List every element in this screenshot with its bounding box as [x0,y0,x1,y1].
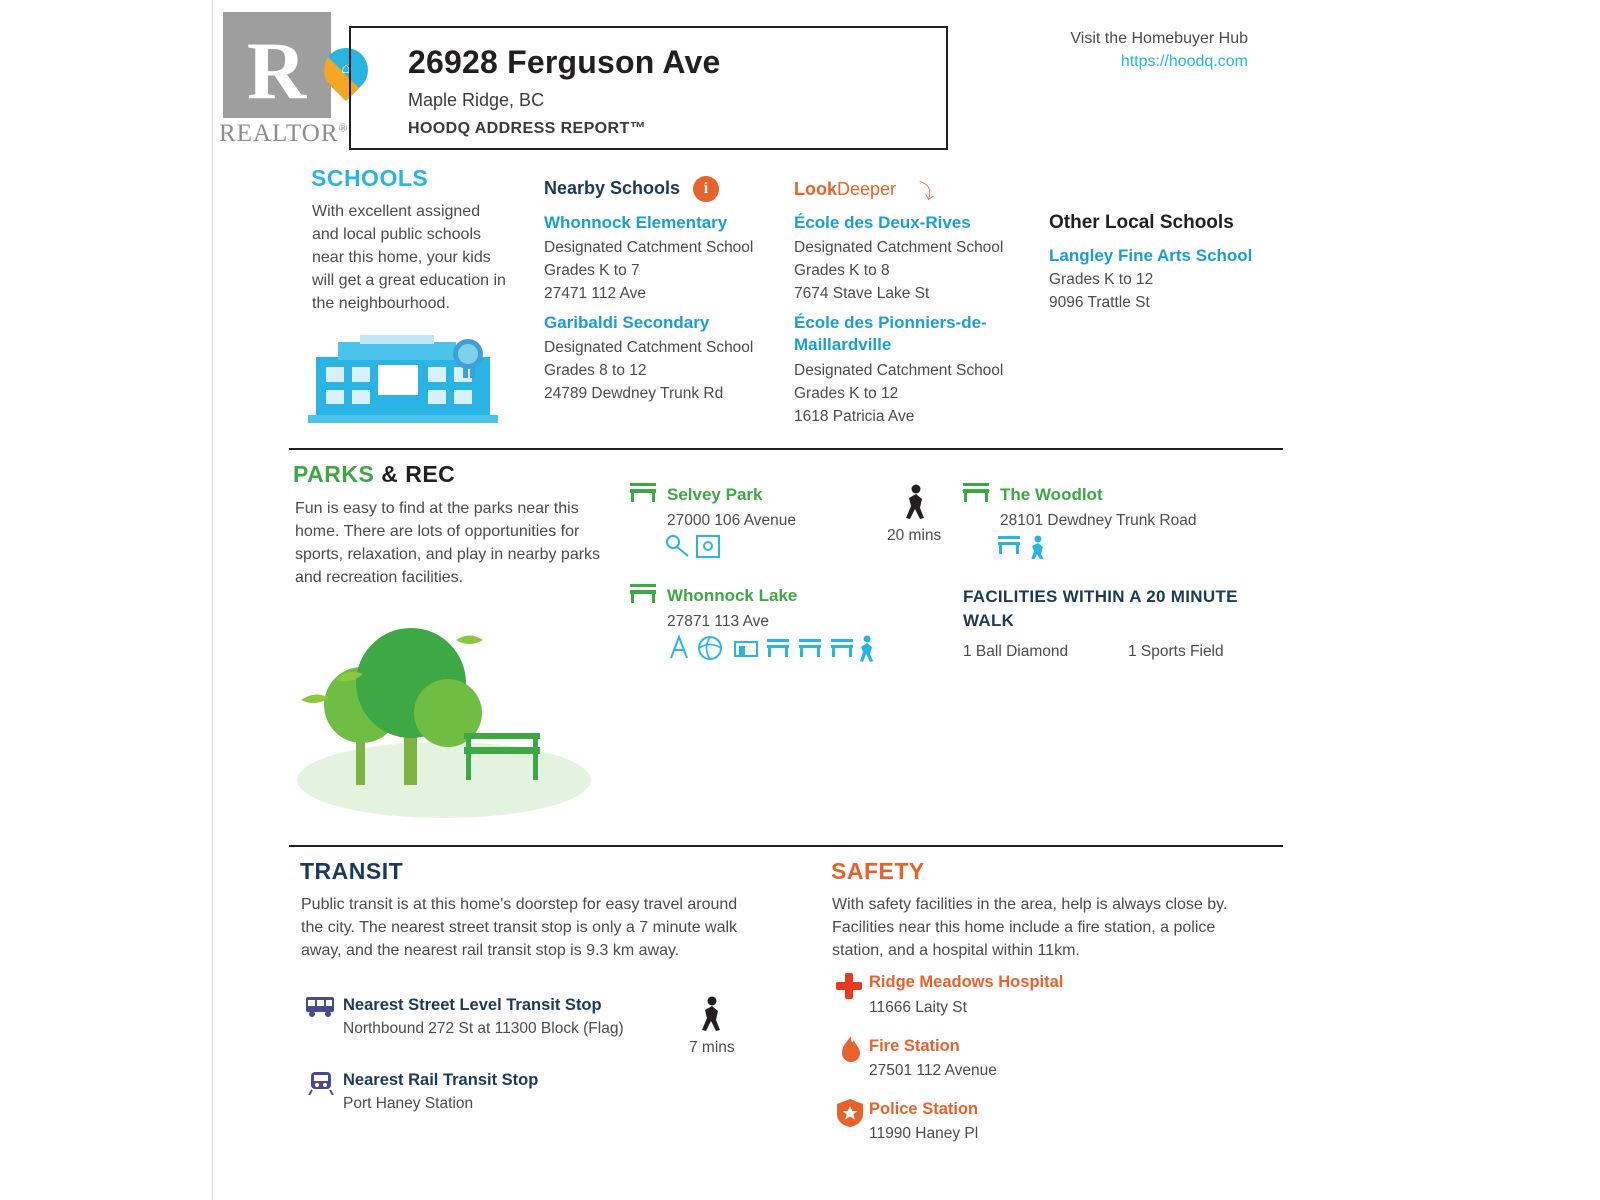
transit-stop-value: Northbound 272 St at 11300 Block (Flag) [343,1020,624,1037]
transit-walk-time: 7 mins [689,1039,735,1056]
map-pin-icon: ⌂ [324,48,368,110]
transit-section-title: TRANSIT [300,858,404,884]
transit-description: Public transit is at this home's doorstep for easy travel around the city. The nearest street transit stop is only a 7 minute walk away, and the nearest rail transit stop is 9.3 km away. [301,896,738,959]
transit-stop-label: Nearest Street Level Transit Stop [343,996,602,1014]
school-address: 24789 Dewdney Trunk Rd [544,385,724,402]
park-name[interactable]: The Woodlot [1000,485,1103,504]
walking-person-icon [901,484,931,522]
school-grades: Grades K to 12 [1049,271,1154,288]
report-type-label: HOODQ ADDRESS REPORT™ [408,120,647,137]
schools-description: With excellent assigned and local public schools near this home, your kids will get a great education in the neighbourhood. [312,203,506,312]
park-address: 28101 Dewdney Trunk Road [1000,512,1197,529]
walking-person-icon [697,996,727,1034]
bench-icon [963,483,989,503]
school-grades: Grades K to 7 [544,262,640,279]
homebuyer-hub-link[interactable]: https://hoodq.com [1120,53,1248,70]
facilities-heading: FACILITIES WITHIN A 20 MINUTE WALK [963,587,1238,630]
park-illustration [296,605,596,820]
safety-facility-name[interactable]: Ridge Meadows Hospital [869,973,1064,991]
school-address: 9096 Trattle St [1049,294,1150,311]
park-address: 27000 106 Avenue [667,512,797,529]
other-local-schools-heading: Other Local Schools [1049,212,1234,233]
safety-facility-address: 11990 Haney Pl [869,1125,979,1142]
park-name[interactable]: Selvey Park [667,485,763,504]
police-badge-icon [837,1099,863,1127]
bench-icon [630,584,656,604]
parks-walk-time: 20 mins [887,527,942,544]
address-city: Maple Ridge, BC [408,90,545,110]
school-designation: Designated Catchment School [544,239,754,256]
parks-section-title: PARKS & REC [293,461,456,487]
page-left-margin [0,0,213,1200]
school-name[interactable]: Garibaldi Secondary [544,313,710,332]
safety-facility-name[interactable]: Fire Station [869,1037,960,1055]
section-divider [289,448,1283,450]
safety-description: With safety facilities in the area, help is always close by. Facilities near this home include a fire station, a police station, and a hospital within 11km. [832,896,1228,959]
school-address: 7674 Stave Lake St [794,285,930,302]
school-grades: Grades K to 12 [794,385,899,402]
park-amenity-icons [998,535,1056,559]
facility-item: 1 Sports Field [1128,643,1224,660]
safety-section-title: SAFETY [831,858,925,884]
school-address: 27471 112 Ave [544,285,646,302]
school-building-icon [308,332,498,422]
school-grades: Grades K to 8 [794,262,890,279]
school-designation: Designated Catchment School [794,362,1004,379]
page-title: 26928 Ferguson Ave [408,44,721,80]
info-icon[interactable]: i [693,176,719,202]
transit-stop-value: Port Haney Station [343,1095,474,1112]
fire-flame-icon [840,1036,862,1064]
section-divider [289,845,1283,847]
parks-description: Fun is easy to find at the parks near this home. There are lots of opportunities for sports, relaxation, and play in nearby parks and recreation facilities. [295,500,601,586]
bus-icon [305,996,335,1018]
bench-icon [630,483,656,503]
park-amenity-icons [665,634,880,662]
realtor-logo-letter: R [247,25,307,116]
nearby-schools-heading: Nearby Schools [544,178,681,198]
schools-section-title: SCHOOLS [311,165,429,191]
transit-stop-label: Nearest Rail Transit Stop [343,1071,539,1089]
school-designation: Designated Catchment School [544,339,754,356]
school-name[interactable]: École des Pionniers-de-Maillardville [794,313,987,354]
school-name[interactable]: Langley Fine Arts School [1049,246,1253,265]
school-name[interactable]: Whonnock Elementary [544,213,728,232]
school-address: 1618 Patricia Ave [794,408,915,425]
safety-facility-name[interactable]: Police Station [869,1100,979,1118]
hospital-cross-icon [836,973,862,999]
school-name[interactable]: École des Deux-Rives [794,213,971,232]
school-grades: Grades 8 to 12 [544,362,647,379]
safety-facility-address: 11666 Laity St [869,999,967,1016]
page-right-margin [1571,0,1600,1200]
park-address: 27871 113 Ave [667,613,769,630]
train-icon [308,1071,334,1095]
safety-facility-address: 27501 112 Avenue [869,1062,997,1079]
look-deeper-heading[interactable]: LookDeeper [794,179,897,199]
look-deeper-arrow-icon: ⤵ [914,180,937,204]
facility-item: 1 Ball Diamond [963,643,1069,660]
park-name[interactable]: Whonnock Lake [667,586,798,605]
realtor-logo-wordmark: REALTOR® [219,120,349,147]
park-amenity-icons [664,534,724,560]
homebuyer-hub-text: Visit the Homebuyer Hub [1070,30,1248,47]
school-designation: Designated Catchment School [794,239,1004,256]
